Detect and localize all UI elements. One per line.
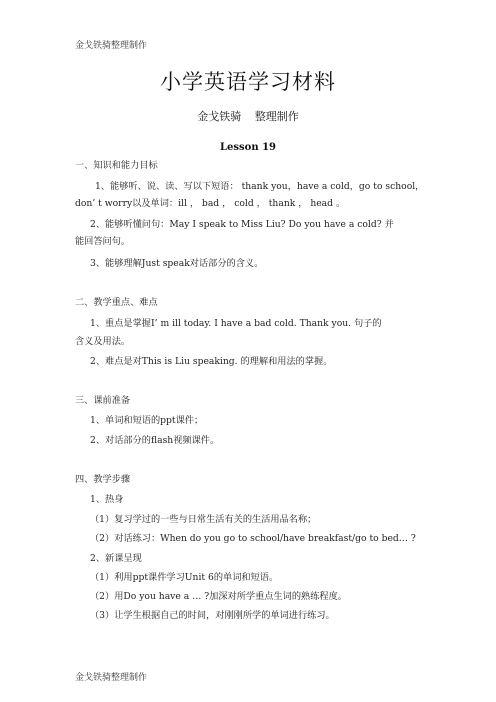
step-2: 2、新课呈现 [90, 553, 142, 564]
goal-item-1-line-1: 1、能够听、说、读、写以下短语： thank you，have a cold，go to school， [95, 181, 425, 192]
goal-item-2-line-2: 能回答问句。 [75, 236, 131, 247]
section-heading-goals: 一、知识和能力目标 [75, 160, 158, 171]
document-title: 小学英语学习材料 [160, 70, 336, 94]
prep-item-2: 2、对话部分的flash视频课件。 [90, 435, 220, 446]
step-1-a: （1）复习学过的一些与日常生活有关的生活用品名称； [90, 514, 317, 525]
page-footer: 金戈铁骑整理制作 [75, 673, 148, 683]
focus-item-1-line-2: 含义及用法。 [75, 336, 131, 347]
focus-item-1-line-1: 1、重点是掌握I’ m ill today. I have a bad cold. Thank you. 句子的 [90, 318, 382, 329]
document-subtitle [0, 108, 496, 124]
step-2-b: （2）用Do you have a … ?加深对所学重点生词的熟练程度。 [90, 591, 347, 602]
author-role: 整理制作 [254, 110, 299, 123]
goal-item-3: 3、能够理解Just speak对话部分的含义。 [90, 258, 264, 269]
section-heading-prep: 三、课前准备 [75, 395, 131, 406]
page-header: 金戈铁骑整理制作 [75, 41, 148, 51]
lesson-heading: Lesson 19 [220, 142, 276, 153]
step-1-b: （2）对话练习：When do you go to school/have breakfast/go to bed… ? [90, 533, 416, 544]
step-1: 1、热身 [90, 494, 124, 505]
focus-item-2: 2、难点是对This is Liu speaking. 的理解和用法的掌握。 [90, 356, 333, 367]
step-2-c: （3）让学生根据自己的时间，对刚刚所学的单词进行练习。 [90, 610, 335, 621]
section-heading-steps: 四、教学步骤 [75, 474, 131, 485]
step-2-a: （1）利用ppt课件学习Unit 6的单词和短语。 [90, 572, 279, 583]
section-heading-focus: 二、教学重点、难点 [75, 297, 158, 308]
author-name: 金戈铁骑 [197, 110, 242, 123]
goal-item-1-line-2: don’ t worry以及单词：ill ， bad ， cold ， thank ， head 。 [75, 198, 346, 209]
goal-item-2-line-1: 2、能够听懂问句：May I speak to Miss Liu? Do you have a cold? 并 [90, 219, 394, 230]
prep-item-1: 1、单词和短语的ppt课件； [90, 415, 204, 426]
